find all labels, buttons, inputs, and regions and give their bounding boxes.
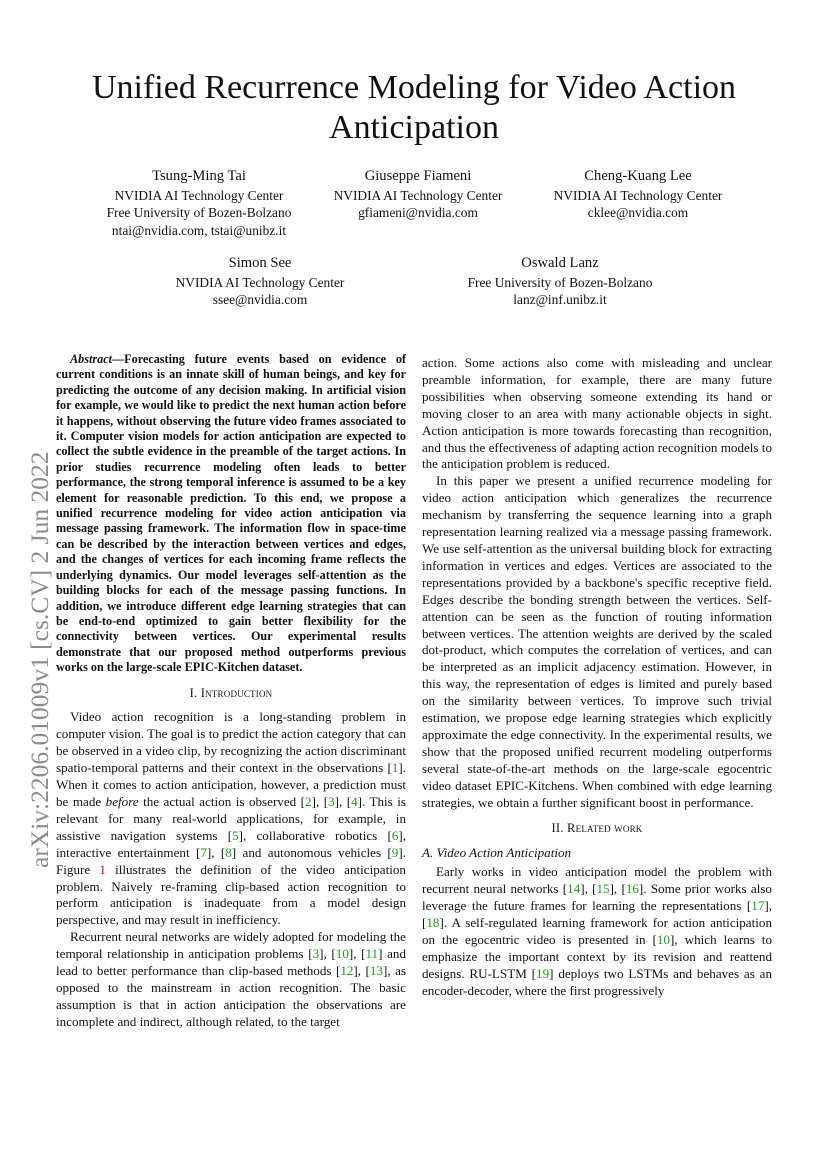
citation-link[interactable]: 14: [567, 881, 581, 897]
section-heading-introduction: I. Introduction: [189, 685, 273, 700]
citation-link[interactable]: 13: [369, 963, 383, 979]
citation-link[interactable]: 7: [200, 844, 207, 860]
abstract-label: Abstract: [70, 352, 112, 366]
author-affiliation: NVIDIA AI Technology Center: [114, 187, 284, 203]
abstract-text: —Forecasting future events based on evidence of current conditions is an innate skill of human beings, and key for predicting the outcome of any decision making. In artificial vision for example, we would like to predict the next human action before it happens, without observing the future video frames associated to it. Computer vision models for action anticipation are expected to collect the subtle evidence in the preamble of the target actions. In prior studies recurrence modeling often leads to better performance, the strong temporal inference is assumed to be a key element for reasonable prediction. To this end, we propose a unified recurrence modeling for video action anticipation via message passing framework. The information flow in space-time can be described by the interaction between vertices and edges, and the changes of vertices for each incoming frame reflects the underlying dynamics. Our model leverages self-attention as the building blocks for each of the message passing functions. In addition, we introduce different edge learning strategies that can be end-to-end optimized to gain better flexibility for the connectivity between vertices. Our experimental results demonstrate that our proposed method outperforms previous works on the large-scale EPIC-Kitchen dataset.: [56, 352, 406, 675]
author-block-5: [450, 255, 670, 309]
author-block-1: [84, 168, 314, 239]
author-email: ssee@nvidia.com: [212, 292, 308, 307]
citation-link[interactable]: 17: [751, 898, 765, 914]
citation-link[interactable]: 10: [335, 946, 349, 962]
citation-link[interactable]: 10: [656, 931, 671, 947]
arxiv-stamp: arXiv:2206.01009v1 [cs.CV] 2 Jun 2022: [25, 451, 54, 868]
author-email: gfiameni@nvidia.com: [358, 205, 478, 220]
citation-link[interactable]: 1: [391, 760, 399, 776]
author-name: Tsung-Ming Tai: [152, 168, 246, 184]
author-name: Giuseppe Fiameni: [364, 168, 472, 184]
author-name: Oswald Lanz: [521, 255, 599, 271]
intro-paragraph-3: action. Some actions also come with misleading and unclear preamble information, for example, there are many future possibilities when observing someone extending its hand or moving closer to an area with many actionable objects in sight. Action anticipation is more towards forecasting than recognition, and thus the effectiveness of adapting action recognition models to the anticipation problem is reduced.: [422, 355, 772, 472]
author-affiliation: NVIDIA AI Technology Center: [333, 187, 503, 203]
author-email: lanz@inf.unibz.it: [513, 292, 607, 307]
citation-link[interactable]: 19: [536, 965, 550, 981]
citation-link[interactable]: 12: [340, 963, 354, 979]
citation-link[interactable]: 6: [391, 827, 399, 843]
citation-link[interactable]: 15: [596, 881, 610, 897]
author-email: cklee@nvidia.com: [587, 205, 689, 220]
left-column: [56, 352, 406, 1031]
paper-title: Unified Recurrence Modeling for Video Action Anticipation: [91, 69, 737, 146]
intro-paragraph-2: Recurrent neural networks are widely adopted for modeling the temporal relationship in anticipation problems [3], [10], [11] and lead to better performance than clip-based methods [12], [13], as opposed to the mainstream in action recognition. The basic assumption is that in action anticipation the observations are incomplete and indirect, although related, to the target: [56, 929, 406, 1029]
citation-link[interactable]: 18: [426, 915, 440, 930]
citation-link[interactable]: 5: [232, 827, 239, 843]
author-block-2: [308, 168, 528, 222]
author-email: ntai@nvidia.com, tstai@unibz.it: [111, 222, 287, 238]
author-affiliation: NVIDIA AI Technology Center: [175, 274, 345, 290]
author-name: Simon See: [228, 255, 292, 271]
author-name: Cheng-Kuang Lee: [584, 168, 692, 184]
abstract: [56, 352, 406, 676]
subsection-heading: A. Video Action Anticipation: [422, 845, 572, 861]
intro-paragraph-1: Video action recognition is a long-standing problem in computer vision. The goal is to predict the action category that can be observed in a video clip, by recognizing the action discriminant spatio-temporal patterns and their context in the observations [1]. When it comes to action anticipation, however, a prediction must be made before the actual action is observed [2], [3], [4]. This is relevant for many real-world applications, for example, in assistive navigation systems [5], collaborative robotics [6], interactive entertainment [7], [8] and autonomous vehicles [9]. Figure 1 illustrates the definition of the video anticipation problem. Naively re-framing clip-based action recognition to perform anticipation is inadequate from a model design perspective, and may result in inefficiency.: [56, 709, 406, 928]
figure-ref-link[interactable]: 1: [99, 861, 106, 877]
related-paragraph-1: Early works in video anticipation model the problem with recurrent neural networks [14], [15], [16]. Some prior works also leverage the future frames for learning the representations [17], [18]. A self-regulated learning framework for action anticipation on the egocentric video is presented in [10], which learns to emphasize the important context by its revision and reattend designs. RU-LSTM [19] deploys two LSTMs and behaves as an encoder-decoder, where the first progressively: [422, 864, 772, 998]
citation-link[interactable]: 4: [351, 793, 358, 809]
citation-link[interactable]: 2: [305, 793, 312, 809]
author-block-3: [528, 168, 748, 222]
citation-link[interactable]: 16: [625, 881, 639, 897]
author-affiliation: NVIDIA AI Technology Center: [553, 187, 723, 203]
citation-link[interactable]: 3: [312, 946, 320, 962]
citation-link[interactable]: 8: [225, 844, 232, 860]
citation-link[interactable]: 11: [365, 946, 379, 962]
right-column: [422, 355, 772, 1000]
intro-paragraph-4: In this paper we present a unified recurrence modeling for video action anticipation which generalizes the recurrence mechanism by transferring the sequence learning into a graph representation learning realized via a message passing framework. We use self-attention as the universal building block for extracting information in vertices and edges. Vertices are associated to the representations provided by a backbone's specific receptive field. Edges describe the bonding strength between the vertices. Self-attention can be seen as the function of routing information between vertices. The attention weights are derived by the scaled dot-product, which computes the correlation of vertices, and can be interpreted as an implicit adjacency estimation. However, in this way, the representation of edges is limited and purely based on the similarity between vertices. To improve such trivial estimation, we propose edge learning strategies which explicitly approximate the edge connectivity. In the experimental results, we show that the proposed unified recurrent modeling outperforms several state-of-the-art methods on the large-scale egocentric video dataset EPIC-Kitchens. When combined with edge learning strategies, we obtain a further significant boost in performance.: [422, 473, 772, 810]
author-block-4: [150, 255, 370, 309]
author-affiliation: Free University of Bozen-Bolzano: [467, 274, 653, 290]
citation-link[interactable]: 3: [328, 793, 335, 809]
section-heading-related-work: II. Related work: [551, 821, 643, 836]
author-affiliation: Free University of Bozen-Bolzano: [106, 205, 292, 220]
citation-link[interactable]: 9: [391, 844, 399, 860]
